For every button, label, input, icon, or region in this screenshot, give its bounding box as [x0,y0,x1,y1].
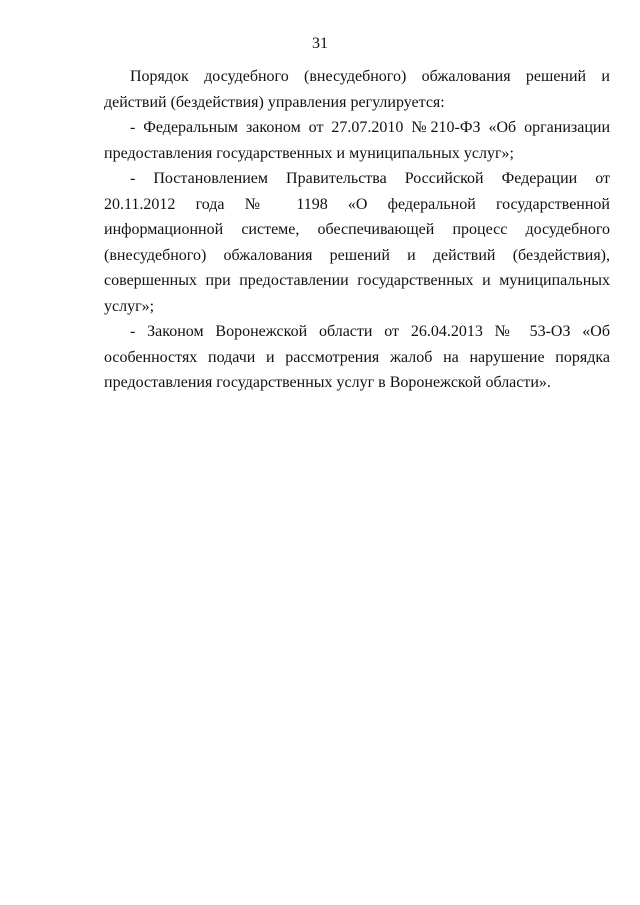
paragraph-federal-law: - Федеральным законом от 27.07.2010 №210-ФЗ «Об организации предоставления государственных и муниципальных услуг»; [104,119,610,162]
document-body [104,64,610,396]
page-number: 31 [312,35,328,52]
paragraph-intro: Порядок досудебного (внесудебного) обжалования решений и действий (бездействия) управления регулируется: [104,68,610,111]
paragraph-voronezh-law: - Законом Воронежской области от 26.04.2013 № 53-ОЗ «Об особенностях подачи и рассмотрения жалоб на нарушение порядка предоставления государственных услуг в Воронежской области». [104,323,610,391]
paragraph-government-decree: - Постановлением Правительства Российской Федерации от 20.11.2012 года № 1198 «О федеральной государственной информационной системе, обеспечивающей процесс досудебного (внесудебного) обжалования решений и действий (бездействия), совершенных при предоставлении государственных и муниципальных услуг»; [104,170,610,315]
